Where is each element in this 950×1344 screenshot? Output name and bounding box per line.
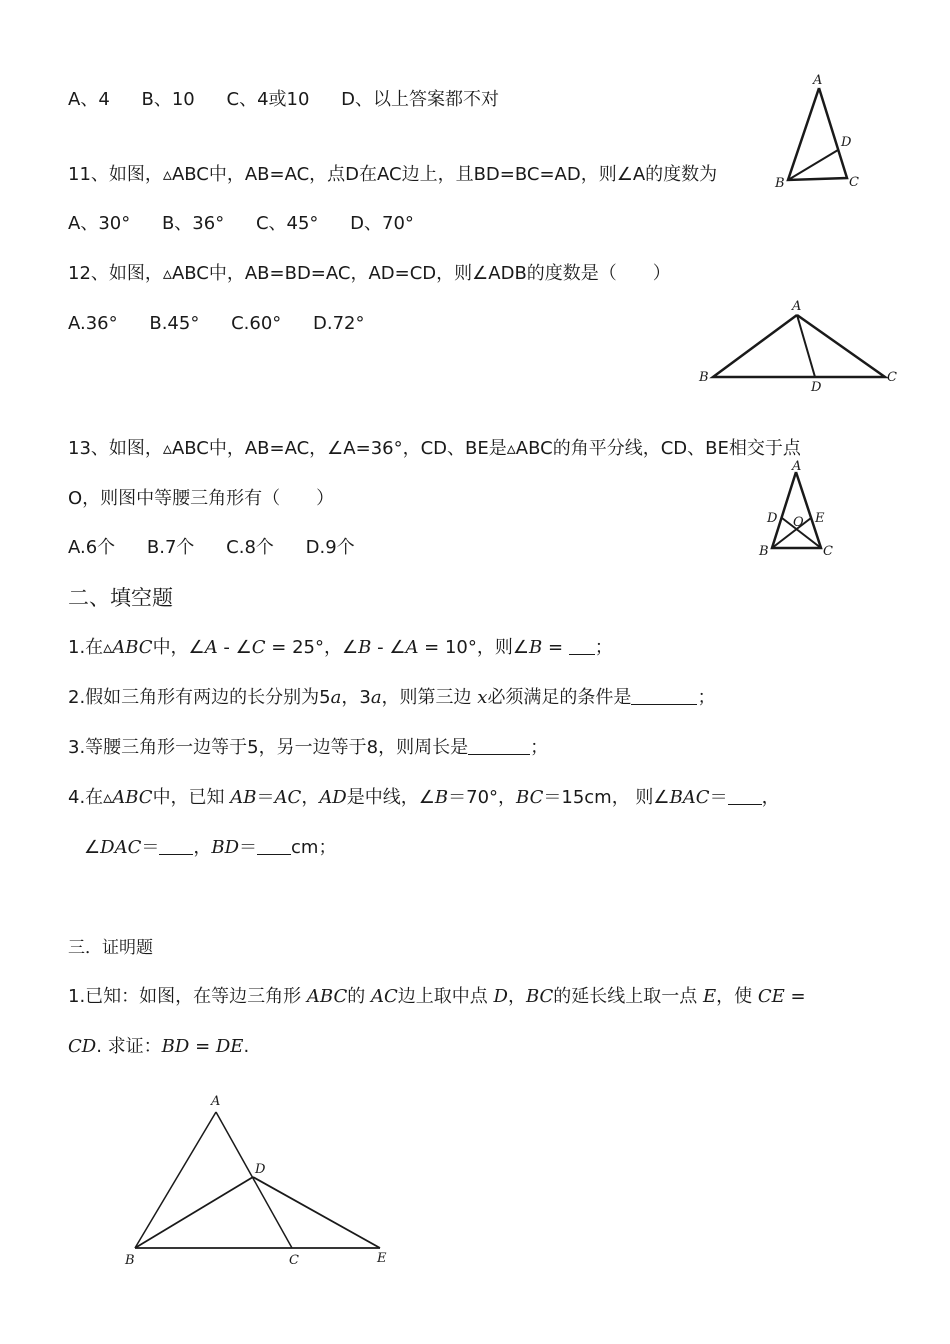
- q13-label-d: D: [767, 511, 778, 526]
- q13-triangle: [772, 472, 821, 548]
- section2-title: 二、填空题: [68, 586, 173, 610]
- q12-label-a: A: [792, 299, 802, 314]
- fill-q4-m5: ＝15cm， 则∠: [543, 787, 670, 808]
- fill-q4-abc: ABC: [112, 787, 153, 808]
- fill-q4-l2-m2: ，: [193, 837, 212, 858]
- proof-m6: =: [784, 986, 806, 1007]
- proof-label-e: E: [377, 1251, 387, 1266]
- proof-ac: AC: [370, 986, 398, 1007]
- proof-label-c: C: [289, 1253, 299, 1268]
- q11-options: [68, 212, 440, 236]
- proof-figure: [115, 1085, 405, 1280]
- proof-segment-bd: [135, 1177, 253, 1248]
- q13-label-b: B: [759, 544, 769, 559]
- fill-q1-a2: A: [405, 637, 419, 658]
- proof-ce: CE: [757, 986, 785, 1007]
- proof-l2-m1: . 求证：: [96, 1036, 162, 1057]
- fill-q2-m2: ，则第三边: [381, 687, 478, 708]
- q12-options: [68, 312, 391, 336]
- q13-label-a: A: [792, 459, 802, 474]
- proof-label-d: D: [255, 1162, 266, 1177]
- q13-option-d: D.9个: [305, 537, 355, 558]
- fill-q4-m4: ＝70°，: [448, 787, 517, 808]
- fill-q4-ab: AB: [230, 787, 257, 808]
- q11-triangle: [788, 88, 847, 180]
- q13-option-c: C.8个: [226, 537, 274, 558]
- q13-label-o: O: [793, 515, 804, 530]
- fill-q2: [68, 686, 715, 710]
- fill-q2-m1: ，3: [341, 687, 371, 708]
- fill-q4-eq: ＝: [256, 787, 275, 808]
- q13-option-b: B.7个: [146, 537, 195, 558]
- fill-q1-m2: = 25°，∠: [265, 637, 359, 658]
- fill-q4-bac-blank[interactable]: [728, 786, 762, 805]
- fill-q3-tail: ；: [530, 737, 549, 758]
- proof-m4: 的延长线上取一点: [553, 986, 704, 1007]
- q11-option-a: A、30°: [68, 213, 131, 234]
- fill-q2-pre: 2.假如三角形有两边的长分别为5: [68, 687, 331, 708]
- fill-q3: [68, 736, 548, 760]
- proof-segment-ab: [135, 1112, 216, 1248]
- fill-q4-dac-blank[interactable]: [159, 836, 193, 855]
- fill-q4-line1: [68, 786, 780, 810]
- q13-label-c: C: [823, 544, 833, 559]
- fill-q4-m3: 是中线，∠: [346, 787, 435, 808]
- fill-q1-m1: - ∠: [217, 637, 252, 658]
- q11-label-c: C: [849, 175, 859, 190]
- proof-abc: ABC: [306, 986, 348, 1007]
- fill-q1-answer-blank[interactable]: [569, 636, 595, 655]
- q13-option-a: A.6个: [68, 537, 116, 558]
- fill-q4-bd: BD: [211, 837, 240, 858]
- q11-option-d: D、70°: [350, 213, 414, 234]
- proof-bc: BC: [525, 986, 554, 1007]
- q13-figure: [755, 458, 845, 563]
- proof-label-a: A: [211, 1094, 221, 1109]
- proof-d: D: [493, 986, 508, 1007]
- proof-m2: 边上取中点: [397, 986, 494, 1007]
- fill-q4-l2-end: cm；: [291, 837, 337, 858]
- proof-l2-m2: =: [189, 1036, 216, 1057]
- fill-q1-abc: ABC: [112, 637, 153, 658]
- fill-q4-bc: BC: [516, 787, 544, 808]
- fill-q2-x: x: [477, 687, 488, 708]
- fill-q2-answer-blank[interactable]: [631, 686, 697, 705]
- q13-stem-line2: O，则图中等腰三角形有（ ）: [68, 488, 335, 509]
- proof-pre: 1.已知：如图，在等边三角形: [68, 986, 307, 1007]
- fill-q2-a1: a: [330, 687, 342, 708]
- q12-option-c: C.60°: [231, 313, 282, 334]
- fill-q4-dac: DAC: [100, 837, 142, 858]
- q12-option-d: D.72°: [313, 313, 365, 334]
- fill-q4-l2-m1: ＝: [141, 837, 160, 858]
- fill-q4-m1: 中，已知: [152, 787, 231, 808]
- fill-q4-bd-blank[interactable]: [257, 836, 291, 855]
- fill-q1-m4: = 10°，则∠: [418, 637, 530, 658]
- q12-label-c: C: [887, 370, 897, 385]
- fill-q2-tail: ；: [697, 687, 716, 708]
- fill-q1-mid: 中，∠: [152, 637, 205, 658]
- proof-cd: CD: [68, 1036, 97, 1057]
- proof-de: DE: [215, 1036, 244, 1057]
- q11-option-c: C、45°: [255, 213, 319, 234]
- fill-q4-l2-pre: ∠: [84, 837, 101, 858]
- proof-m1: 的: [347, 986, 371, 1007]
- proof-label-b: B: [125, 1253, 135, 1268]
- proof-q1-line2: [68, 1035, 249, 1059]
- q11-label-a: A: [813, 73, 823, 88]
- proof-bd: BD: [161, 1036, 190, 1057]
- proof-q1-line1: [68, 985, 806, 1009]
- q13-label-e: E: [815, 511, 825, 526]
- q13-stem-line1: 13、如图，▵ABC中，AB=AC，∠A=36°，CD、BE是▵ABC的角平分线，CD、BE相交于点: [68, 438, 801, 459]
- q12-option-b: B.45°: [149, 313, 200, 334]
- fill-q2-a2: a: [370, 687, 382, 708]
- fill-q1-c: C: [251, 637, 266, 658]
- fill-q1-tail: ；: [594, 637, 613, 658]
- fill-q4-line2: [84, 836, 336, 860]
- fill-q3-answer-blank[interactable]: [468, 736, 530, 755]
- q11-label-b: B: [775, 176, 785, 191]
- fill-q3-text: 3.等腰三角形一边等于5，另一边等于8，则周长是: [68, 737, 469, 758]
- fill-q1-m3: - ∠: [371, 637, 406, 658]
- q11-option-b: B、36°: [161, 213, 225, 234]
- q11-figure: [775, 72, 865, 192]
- section3-title: 三．证明题: [68, 938, 153, 958]
- q11-stem: 11、如图，▵ABC中，AB=AC，点D在AC边上，且BD=BC=AD，则∠A的度数为: [68, 164, 718, 185]
- fill-q4-m2: ，: [301, 787, 320, 808]
- fill-q4-pre: 4.在▵: [68, 787, 113, 808]
- fill-q4-b: B: [434, 787, 449, 808]
- proof-e: E: [703, 986, 717, 1007]
- fill-q1-pre: 1.在▵: [68, 637, 113, 658]
- q10-option-a: A、4: [68, 89, 110, 110]
- fill-q4-ac: AC: [274, 787, 302, 808]
- q11-label-d: D: [841, 135, 852, 150]
- q12-stem: 12、如图，▵ABC中，AB=BD=AC，AD=CD，则∠ADB的度数是（ ）: [68, 263, 671, 284]
- fill-q4-l2-m3: ＝: [239, 837, 258, 858]
- q10-options: [68, 88, 525, 112]
- fill-q4-m6: ＝: [709, 787, 728, 808]
- fill-q4-bac: BAC: [669, 787, 710, 808]
- proof-m5: ，使: [716, 986, 758, 1007]
- fill-q4-ad: AD: [319, 787, 347, 808]
- q10-option-c: C、4或10: [226, 89, 310, 110]
- fill-q4-tail: ，: [761, 787, 780, 808]
- fill-q1: [68, 636, 613, 660]
- proof-segment-ac: [216, 1112, 292, 1248]
- q10-option-d: D、以上答案都不对: [341, 89, 500, 110]
- proof-l2-end: .: [243, 1036, 250, 1057]
- fill-q1-b2: B: [529, 637, 543, 658]
- proof-m3: ，: [507, 986, 526, 1007]
- fill-q1-a: A: [204, 637, 218, 658]
- fill-q1-b: B: [358, 637, 372, 658]
- q10-option-b: B、10: [141, 89, 195, 110]
- fill-q1-end: =: [542, 637, 569, 658]
- q12-label-d: D: [811, 380, 822, 395]
- q12-option-a: A.36°: [68, 313, 118, 334]
- q12-figure: [695, 295, 905, 395]
- fill-q2-end: 必须满足的条件是: [487, 687, 632, 708]
- q12-label-b: B: [699, 370, 709, 385]
- q13-options: [68, 536, 381, 560]
